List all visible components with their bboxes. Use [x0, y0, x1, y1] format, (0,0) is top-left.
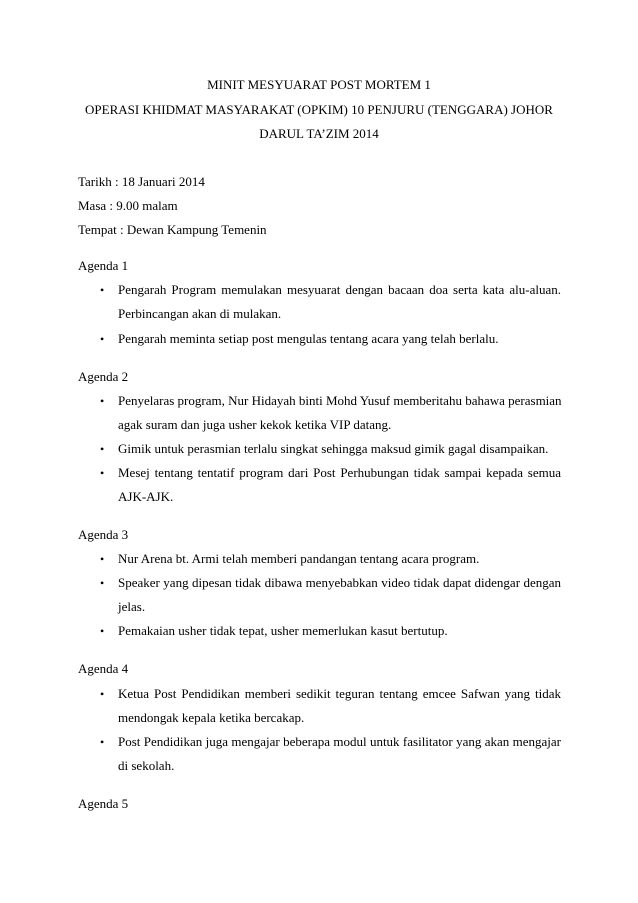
bullet-icon: •: [100, 552, 105, 566]
bullet-icon: •: [100, 442, 105, 456]
agenda-heading: Agenda 5: [78, 796, 129, 811]
agenda-item-line: agak suram dan juga usher kekok ketika VIP datang.: [118, 417, 392, 432]
bullet-icon: •: [100, 332, 105, 346]
agenda-item-line: Pengarah Program memulakan mesyuarat dengan bacaan doa serta kata alu-aluan.: [118, 282, 561, 297]
meeting-venue: Tempat : Dewan Kampung Temenin: [78, 222, 267, 237]
bullet-icon: •: [100, 687, 105, 701]
agenda-item-line: Speaker yang dipesan tidak dibawa menyebabkan video tidak dapat didengar dengan: [118, 575, 561, 590]
agenda-item-line: Post Pendidikan juga mengajar beberapa modul untuk fasilitator yang akan mengajar: [118, 734, 561, 749]
document-subtitle-line1: OPERASI KHIDMAT MASYARAKAT (OPKIM) 10 PENJURU (TENGGARA) JOHOR: [85, 102, 553, 117]
agenda-item-line: Ketua Post Pendidikan memberi sedikit teguran tentang emcee Safwan yang tidak: [118, 686, 561, 701]
agenda-item-line: Pengarah meminta setiap post mengulas tentang acara yang telah berlalu.: [118, 331, 499, 346]
bullet-icon: •: [100, 624, 105, 638]
agenda-heading: Agenda 3: [78, 527, 129, 542]
meeting-time: Masa : 9.00 malam: [78, 198, 178, 213]
bullet-icon: •: [100, 394, 105, 408]
agenda-item-line: AJK-AJK.: [118, 489, 174, 504]
document-title: MINIT MESYUARAT POST MORTEM 1: [207, 77, 431, 92]
agenda-item-line: Mesej tentang tentatif program dari Post Perhubungan tidak sampai kepada semua: [118, 465, 561, 480]
agenda-heading: Agenda 2: [78, 369, 129, 384]
agenda-item-line: Gimik untuk perasmian terlalu singkat sehingga maksud gimik gagal disampaikan.: [118, 441, 549, 456]
meeting-date: Tarikh : 18 Januari 2014: [78, 174, 205, 189]
agenda-heading: Agenda 1: [78, 258, 129, 273]
agenda-heading: Agenda 4: [78, 661, 129, 676]
agenda-item-line: Perbincangan akan di mulakan.: [118, 306, 282, 321]
agenda-item-line: mendongak kepala ketika bercakap.: [118, 710, 305, 725]
bullet-icon: •: [100, 466, 105, 480]
agenda-item-line: Pemakaian usher tidak tepat, usher memerlukan kasut bertutup.: [118, 623, 448, 638]
bullet-icon: •: [100, 735, 105, 749]
document-subtitle-line2: DARUL TA’ZIM 2014: [259, 126, 379, 141]
agenda-item-line: di sekolah.: [118, 758, 175, 773]
agenda-item-line: Penyelaras program, Nur Hidayah binti Mohd Yusuf memberitahu bahawa perasmian: [118, 393, 562, 408]
agenda-item-line: jelas.: [118, 599, 146, 614]
bullet-icon: •: [100, 283, 105, 297]
agenda-item-line: Nur Arena bt. Armi telah memberi pandangan tentang acara program.: [118, 551, 480, 566]
bullet-icon: •: [100, 576, 105, 590]
